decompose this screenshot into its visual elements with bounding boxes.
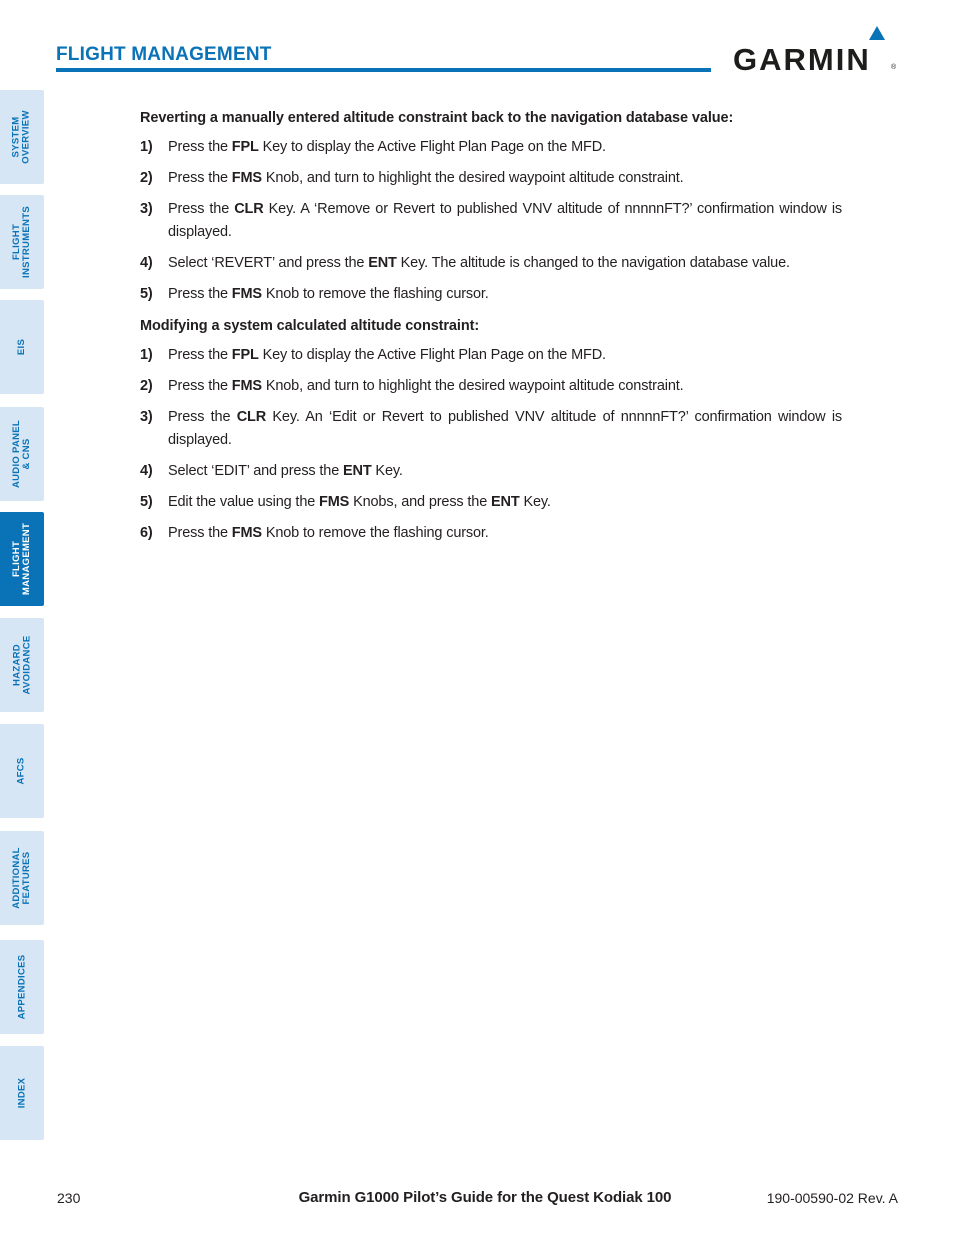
side-tab-additional-features[interactable] <box>0 831 44 925</box>
step-number: 5) <box>140 494 153 510</box>
step-text: Press the <box>168 201 235 217</box>
key-name: ENT <box>342 463 372 479</box>
procedure-step <box>140 167 842 190</box>
step-text: Knob, and turn to highlight the desired waypoint altitude constraint. <box>261 378 684 394</box>
step-number: 6) <box>140 525 153 541</box>
step-text: Key to display the Active Flight Plan Page on the MFD. <box>258 347 606 363</box>
key-name: FPL <box>231 347 259 363</box>
step-text: Select ‘EDIT’ and press the <box>168 463 343 479</box>
step-text: Press the <box>168 347 232 363</box>
step-text: Key. The altitude is changed to the navigation database value. <box>396 255 790 271</box>
side-tab-label: FLIGHT INSTRUMENTS <box>11 206 33 278</box>
logo-registered-mark: ® <box>891 64 897 71</box>
step-text: Press the <box>168 525 232 541</box>
side-tab-label: AUDIO PANEL & CNS <box>11 419 33 489</box>
header-rule <box>56 68 711 72</box>
footer-title: Garmin G1000 Pilot’s Guide for the Quest Kodiak 100 <box>298 1189 672 1206</box>
step-text: Press the <box>168 409 237 425</box>
procedure-step <box>140 375 842 398</box>
step-number: 4) <box>140 255 153 271</box>
side-tab-eis[interactable] <box>0 300 44 394</box>
procedure-step <box>140 198 842 244</box>
side-tab-label: EIS <box>16 338 27 356</box>
side-tab-flight-instruments[interactable] <box>0 195 44 289</box>
logo-triangle-icon <box>869 26 885 40</box>
step-text: Knobs, and press the <box>349 494 491 510</box>
step-text: Knob to remove the flashing cursor. <box>261 525 489 541</box>
side-tab-label: APPENDICES <box>16 954 28 1020</box>
garmin-logo <box>733 26 903 76</box>
step-text: Key. <box>371 463 403 479</box>
step-number: 3) <box>140 409 153 425</box>
step-text: Select ‘REVERT’ and press the <box>168 255 369 271</box>
side-tab-audio-panel-cns[interactable] <box>0 407 44 501</box>
procedure-step <box>140 344 842 367</box>
side-tab-flight-management[interactable] <box>0 512 44 606</box>
step-text: Edit the value using the <box>168 494 320 510</box>
side-tab-label: FLIGHT MANAGEMENT <box>11 522 33 596</box>
step-number: 4) <box>140 463 153 479</box>
main-content <box>140 110 842 553</box>
side-tab-afcs[interactable] <box>0 724 44 818</box>
key-name: FMS <box>231 525 262 541</box>
procedure-step <box>140 283 842 306</box>
side-tab-label: AFCS <box>16 757 27 785</box>
side-tab-label: SYSTEM OVERVIEW <box>11 110 32 164</box>
key-name: FMS <box>231 378 262 394</box>
section-title: FLIGHT MANAGEMENT <box>56 44 272 65</box>
side-tab-hazard-avoidance[interactable] <box>0 618 44 712</box>
step-number: 2) <box>140 378 153 394</box>
procedure-step <box>140 136 842 159</box>
key-name: CLR <box>236 409 267 425</box>
key-name: ENT <box>368 255 397 271</box>
key-name: CLR <box>234 201 264 217</box>
side-tab-index[interactable] <box>0 1046 44 1140</box>
step-number: 1) <box>140 347 153 363</box>
step-text: Key. <box>519 494 551 510</box>
key-name: ENT <box>491 494 520 510</box>
page-number: 230 <box>57 1190 81 1206</box>
step-text: Key. An ‘Edit or Revert to published VNV altitude of nnnnnFT?’ confirmation window is displayed. <box>168 409 842 448</box>
side-tab-appendices[interactable] <box>0 940 44 1034</box>
step-text: Knob, and turn to highlight the desired waypoint altitude constraint. <box>261 170 684 186</box>
section-heading: Modifying a system calculated altitude constraint: <box>140 318 480 334</box>
step-number: 2) <box>140 170 153 186</box>
side-tab-system-overview[interactable] <box>0 90 44 184</box>
key-name: FMS <box>231 286 262 302</box>
step-text: Press the <box>168 286 232 302</box>
side-tab-label: INDEX <box>15 1077 27 1109</box>
procedure-step <box>140 491 842 514</box>
logo-text: GARMIN <box>733 42 871 77</box>
procedure-step <box>140 460 842 483</box>
side-tab-label: ADDITIONAL FEATURES <box>11 847 33 909</box>
step-text: Press the <box>168 139 232 155</box>
procedure-step <box>140 252 842 275</box>
step-text: Key to display the Active Flight Plan Page on the MFD. <box>258 139 606 155</box>
step-text: Press the <box>168 378 232 394</box>
step-text: Key. A ‘Remove or Revert to published VNV altitude of nnnnnFT?’ confirmation window is displayed. <box>168 201 842 240</box>
step-number: 1) <box>140 139 153 155</box>
document-number: 190-00590-02 Rev. A <box>766 1190 898 1206</box>
step-text: Press the <box>168 170 232 186</box>
step-number: 3) <box>140 201 153 217</box>
procedure-step <box>140 406 842 452</box>
section-heading: Reverting a manually entered altitude constraint back to the navigation database value: <box>140 110 734 126</box>
key-name: FPL <box>231 139 259 155</box>
procedure-step <box>140 522 842 545</box>
side-tab-label: HAZARD AVOIDANCE <box>11 635 32 695</box>
key-name: FMS <box>231 170 262 186</box>
step-text: Knob to remove the flashing cursor. <box>261 286 489 302</box>
key-name: FMS <box>319 494 350 510</box>
step-number: 5) <box>140 286 153 302</box>
